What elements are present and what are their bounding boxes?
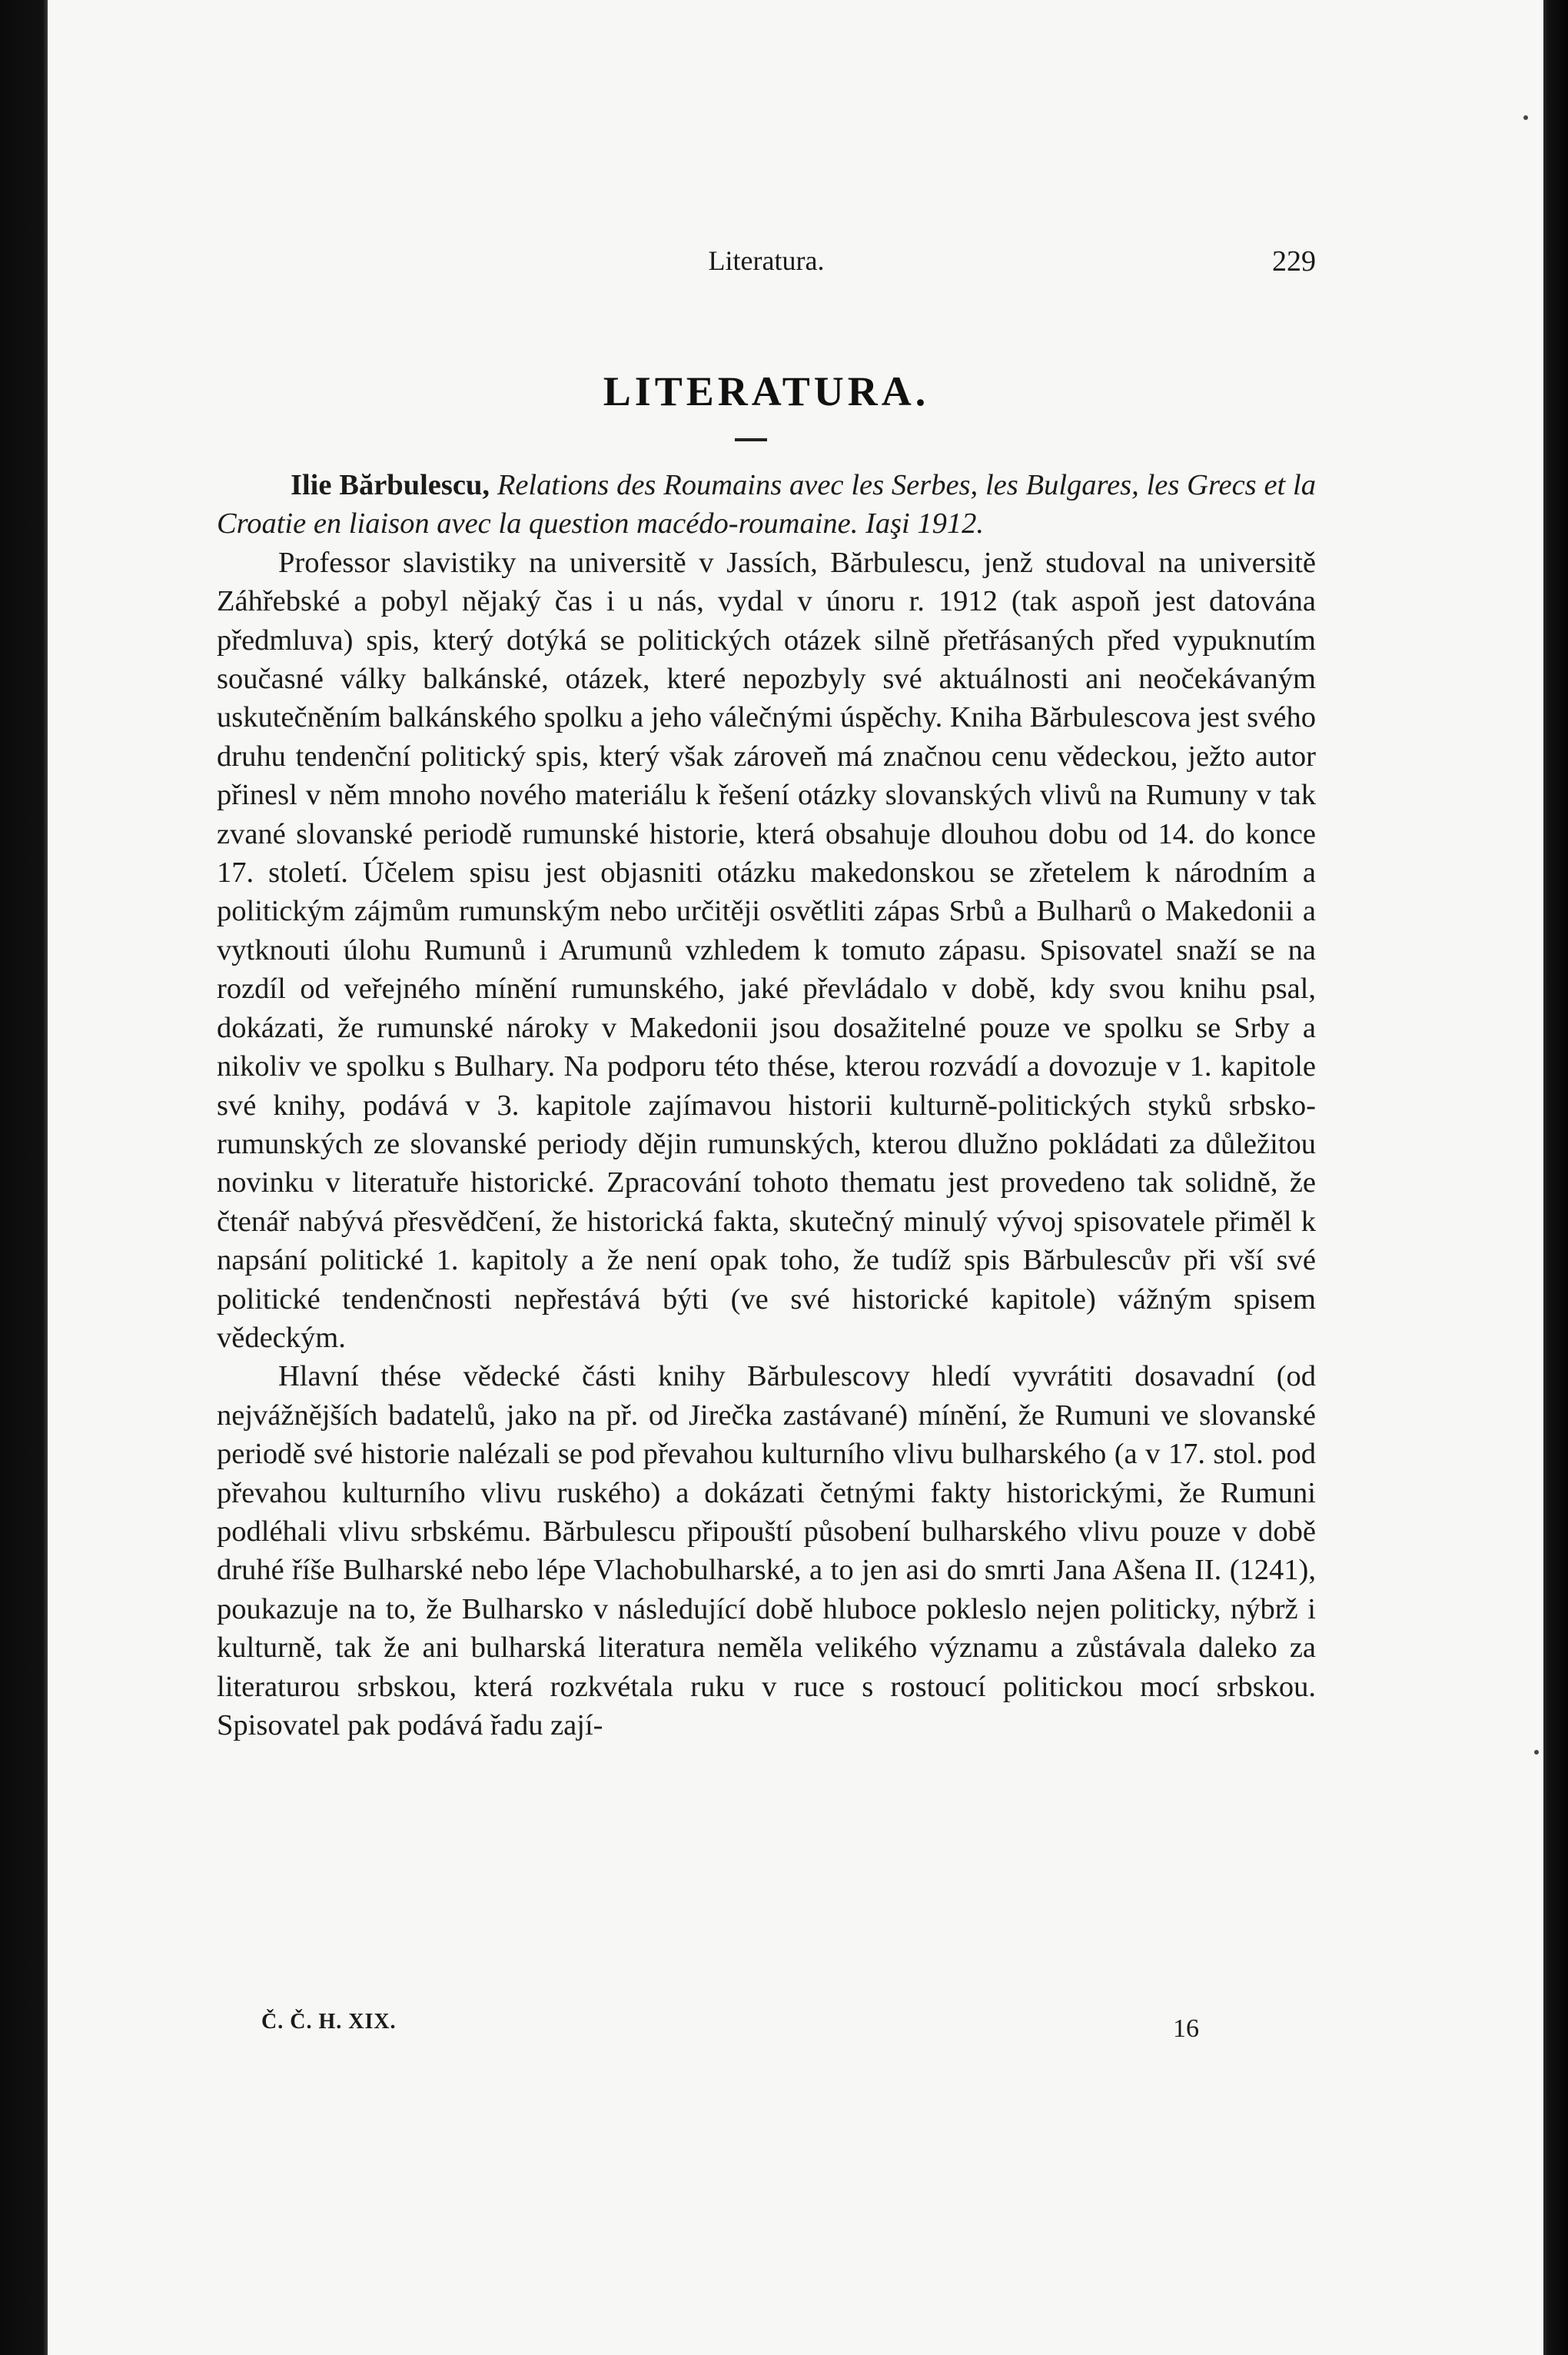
scan-right-border (1543, 0, 1568, 2355)
citation (217, 466, 1316, 544)
section-title: LITERATURA. (603, 368, 930, 414)
scan-speck (1523, 115, 1528, 120)
title-rule (735, 438, 767, 441)
body-text (217, 466, 1316, 1745)
running-title: Literatura. (708, 245, 825, 276)
scan-speck (1534, 1750, 1539, 1755)
scan-left-border (0, 0, 48, 2355)
citation-author: Ilie Bărbulescu, (291, 469, 490, 501)
page-number: 229 (1272, 245, 1316, 278)
sheet-number: 16 (1173, 2014, 1199, 2043)
paragraph: Professor slavistiky na universitě v Jassích, Bărbulescu, jenž studoval na universitě Záhřebské a pobyl nějaký čas i u nás, vydal v únoru r. 1912 (tak aspoň jest datována předmluva) spis, který dotýká se politických otázek silně přetřásaných před vypuknutím současné války balkánské, otázek, které nepozbyly své aktuálnosti ani neočekávaným uskutečněním balkánského spolku a jeho válečnými úspěchy. Kniha Bărbulescova jest svého druhu tendenční politický spis, který však zároveň má značnou cenu vědeckou, ježto autor přinesl v něm mnoho nového materiálu k řešení otázky slovanských vlivů na Rumuny v tak zvané slovanské periodě rumunské historie, která obsahuje dlouhou dobu od 14. do konce 17. století. Účelem spisu jest objasniti otázku makedonskou se zřetelem k národním a politickým zájmům rumunským nebo určitěji osvětliti zápas Srbů a Bulharů o Makedonii a vytknouti úlohu Rumunů i Arumunů vzhledem k tomuto zápasu. Spisovatel snaží se na rozdíl od veřejného mínění rumunského, jaké převládalo v době, kdy svou knihu psal, dokázati, že rumunské nároky v Makedonii jsou dosažitelné pouze ve spolku se Srby a nikoliv ve spolku s Bulhary. Na podporu této thése, kterou rozvádí a dovozuje v 1. kapitole své knihy, podává v 3. kapitole zajímavou historii kulturně-politických styků srbsko-rumunských ze slovanské periody dějin rumunských, kterou dlužno pokládati za důležitou novinku v literatuře historické. Zpracování tohoto thematu jest provedeno tak solidně, že čtenář nabývá přesvědčení, že historická fakta, skutečný minulý vývoj spisovatele přiměl k napsání politické 1. kapitoly a že není opak toho, že tudíž spis Bărbulescův při vší své politické tendenčnosti nepřestává býti (ve své historické kapitole) vážným spisem vědeckým. (217, 546, 1316, 1354)
page-footer (217, 2007, 1316, 2053)
paragraph: Hlavní thése vědecké části knihy Bărbulescovy hledí vyvrátiti dosavadní (od nejvážnějších badatelů, jako na př. od Jirečka zastávané) mínění, že Rumuni ve slovanské periodě své historie nalézali se pod převahou kulturního vlivu bulharského (a v 17. stol. pod převahou kulturního vlivu ruského) a dokázati četnými fakty historickými, že Rumuni podléhali vlivu srbskému. Bărbulescu připouští působení bulharského vlivu pouze v době druhé říše Bulharské nebo lépe Vlachobulharské, a to jen asi do smrti Jana Ašena II. (1241), poukazuje na to, že Bulharsko v následující době hluboce pokleslo nejen politicky, nýbrž i kulturně, tak že ani bulharská literatura neměla velikého významu a zůstávala daleko za literaturou srbskou, která rozkvétala ruku v ruce s rostoucí politickou mocí srbskou. Spisovatel pak podává řadu zají- (217, 1360, 1316, 1741)
signature-mark: Č. Č. H. XIX. (261, 2010, 397, 2034)
citation-title: Relations des Roumains avec les Serbes, les Bulgares, les Grecs et la Croatie en liaison avec la question macédo-roumaine. (217, 469, 1317, 541)
running-head (217, 240, 1316, 286)
citation-place-year: Iaşi 1912. (865, 507, 984, 541)
